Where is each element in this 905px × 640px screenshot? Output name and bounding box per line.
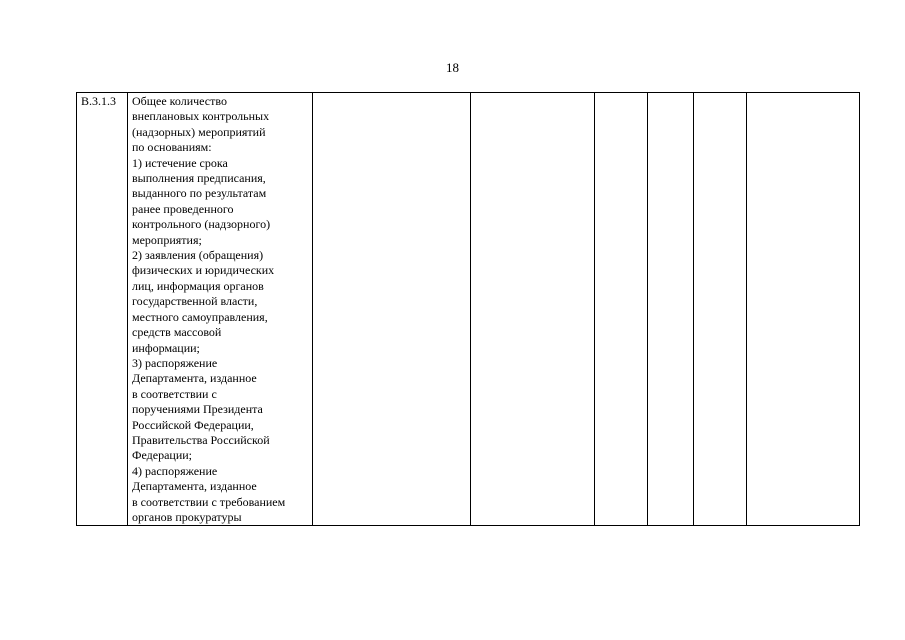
description-line: поручениями Президента <box>132 402 263 417</box>
description-line: внеплановых контрольных <box>132 109 270 124</box>
row-code-cell <box>77 93 128 526</box>
description-line: Общее количество <box>132 94 227 108</box>
value-cell-2 <box>471 93 595 526</box>
indicator-table <box>76 92 860 526</box>
row-description-cell <box>128 93 313 526</box>
description-line: Департамента, изданное <box>132 371 257 386</box>
description-line: мероприятия; <box>132 232 202 247</box>
description-line: 2) заявления (обращения) <box>132 248 264 263</box>
description-line: по основаниям: <box>132 140 212 155</box>
value-cell-1 <box>313 93 471 526</box>
description-line: Департамента, изданное <box>132 479 257 494</box>
description-line: Правительства Российской <box>132 432 270 447</box>
row-code: В.3.1.3 <box>81 94 117 108</box>
description-line: выполнения предписания, <box>132 171 266 186</box>
value-cell-6 <box>747 93 860 526</box>
description-line: государственной власти, <box>132 294 258 309</box>
description-line: 1) истечение срока <box>132 155 228 170</box>
description-line: ранее проведенного <box>132 201 234 216</box>
description-line: контрольного (надзорного) <box>132 217 271 232</box>
description-line: 3) распоряжение <box>132 355 218 370</box>
description-line: (надзорных) мероприятий <box>132 124 266 139</box>
description-line: в соответствии с <box>132 386 217 401</box>
value-cell-4 <box>648 93 694 526</box>
value-cell-3 <box>595 93 648 526</box>
description-line: физических и юридических <box>132 263 275 278</box>
description-line: выданного по результатам <box>132 186 267 201</box>
description-line: органов прокуратуры <box>132 509 242 524</box>
description-line: Федерации; <box>132 448 193 463</box>
description-line: средств массовой <box>132 325 222 340</box>
table-row <box>77 93 860 526</box>
description-line: информации; <box>132 340 200 355</box>
description-line: 4) распоряжение <box>132 463 218 478</box>
value-cell-5 <box>694 93 747 526</box>
page-number: 18 <box>446 60 459 75</box>
description-line: лиц, информация органов <box>132 278 264 293</box>
description-line: Российской Федерации, <box>132 417 254 432</box>
description-line: в соответствии с требованием <box>132 494 286 509</box>
description-line: местного самоуправления, <box>132 309 268 324</box>
row-description <box>132 94 308 525</box>
